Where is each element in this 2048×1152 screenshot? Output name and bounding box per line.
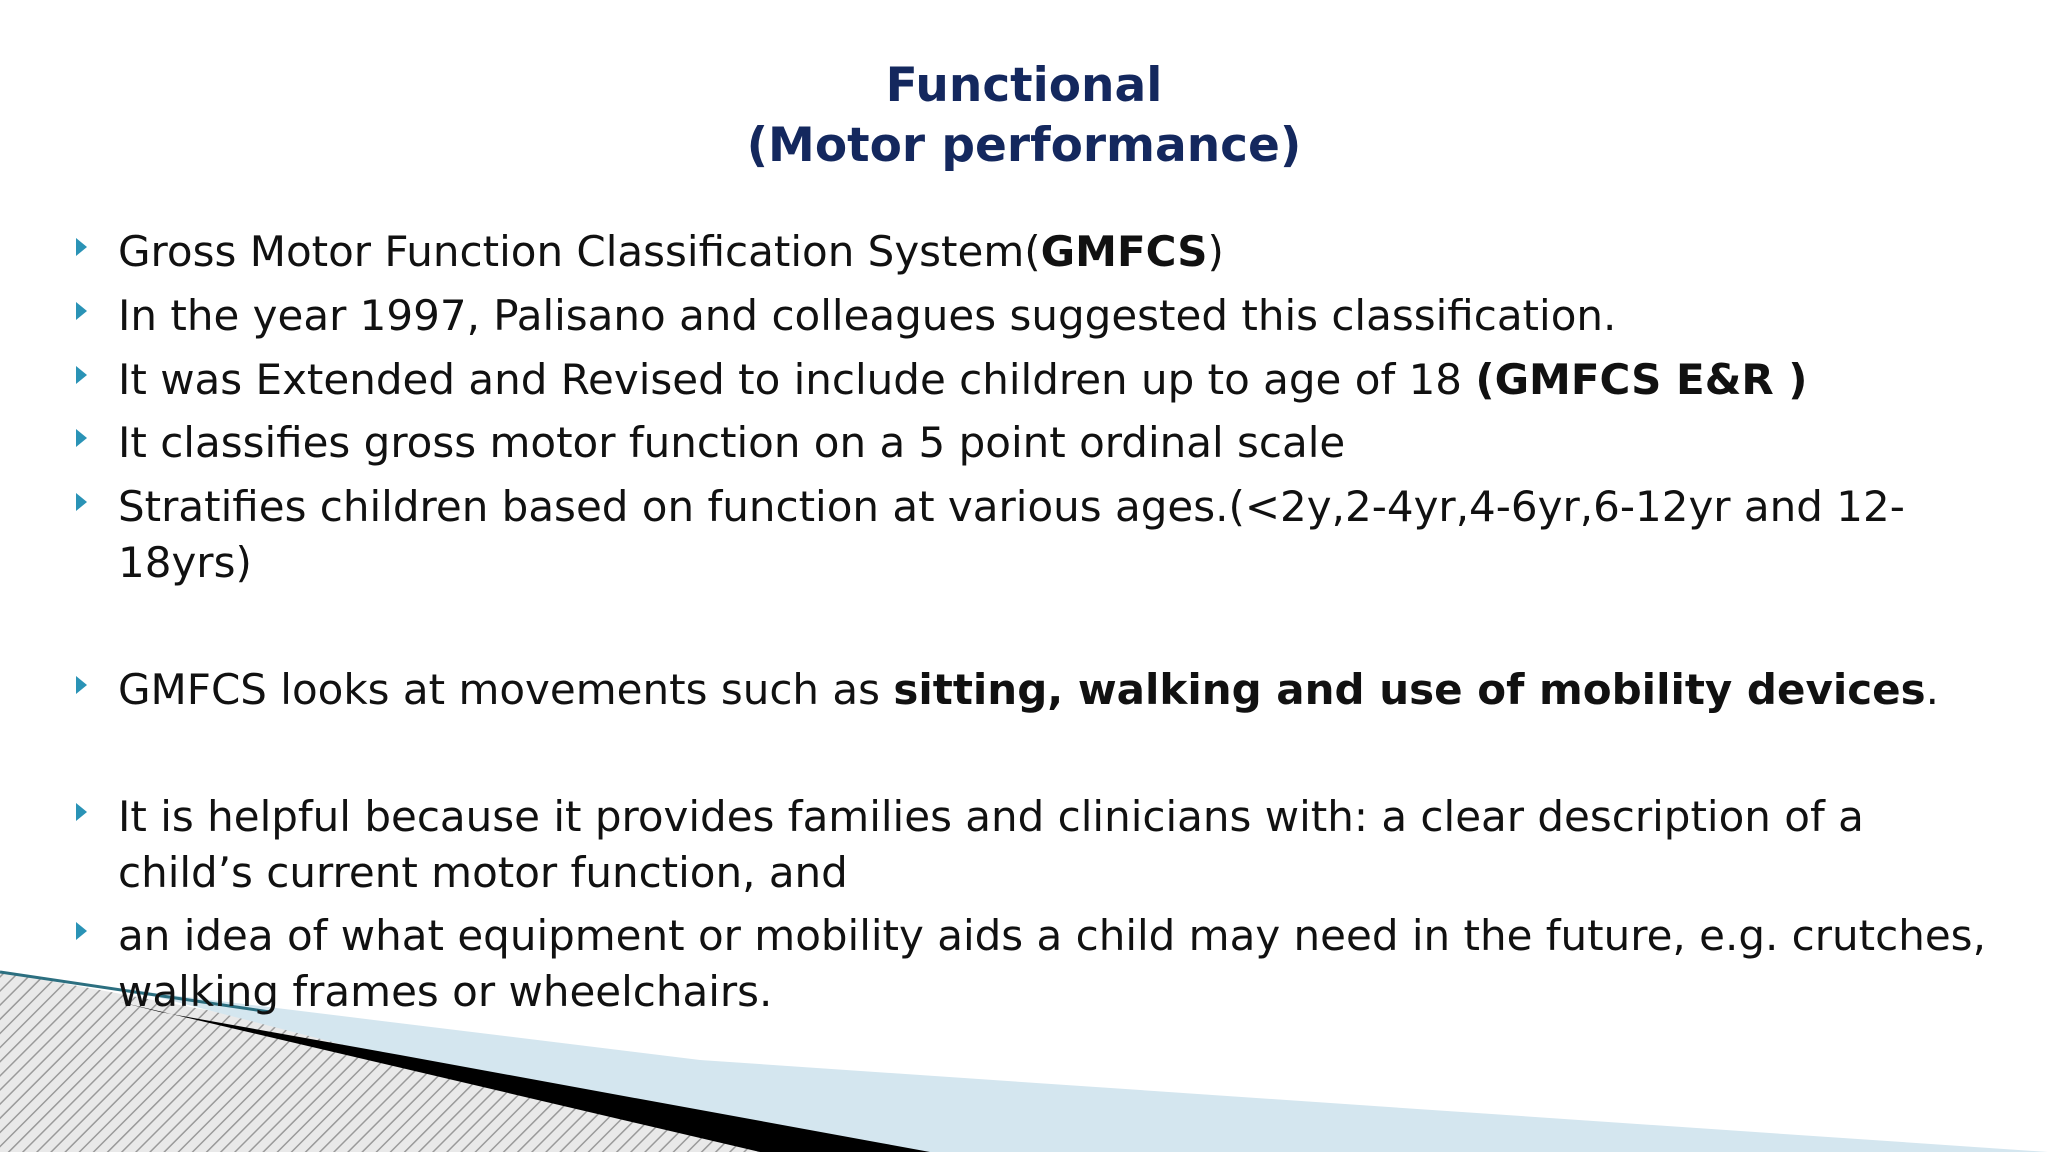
bullet-item: In the year 1997, Palisano and colleagues suggested this classification.: [118, 291, 1617, 340]
bullet-item: GMFCS looks at movements such as sitting, walking and use of mobility devices.: [118, 665, 1939, 714]
bullet-item: It is helpful because it provides families and clinicians with: a clear description of a child’s current motor function, and: [118, 792, 1864, 897]
bullet-item: It was Extended and Revised to include children up to age of 18 (GMFCS E&R ): [118, 355, 1808, 404]
bullet-item: Gross Motor Function Classification System(GMFCS): [118, 227, 1224, 276]
bullet-arrow-icon: [76, 922, 87, 940]
bullet-arrow-icon: [76, 429, 87, 447]
bullet-item: an idea of what equipment or mobility aids a child may need in the future, e.g. crutches, walking frames or wheelchairs.: [118, 911, 1986, 1016]
bullet-arrow-icon: [76, 676, 87, 694]
slide-title-line2: (Motor performance): [746, 118, 1302, 173]
bullet-item: Stratifies children based on function at various ages.(<2y,2-4yr,4-6yr,6-12yr and 12-18yrs): [118, 482, 1905, 587]
bullet-arrow-icon: [76, 803, 87, 821]
bullet-item: It classifies gross motor function on a 5 point ordinal scale: [118, 418, 1346, 467]
bullet-arrow-icon: [76, 238, 87, 256]
bullet-arrow-icon: [76, 493, 87, 511]
bullet-arrow-icon: [76, 366, 87, 384]
slide-title-line1: Functional: [885, 58, 1163, 113]
bullet-arrow-icon: [76, 302, 87, 320]
